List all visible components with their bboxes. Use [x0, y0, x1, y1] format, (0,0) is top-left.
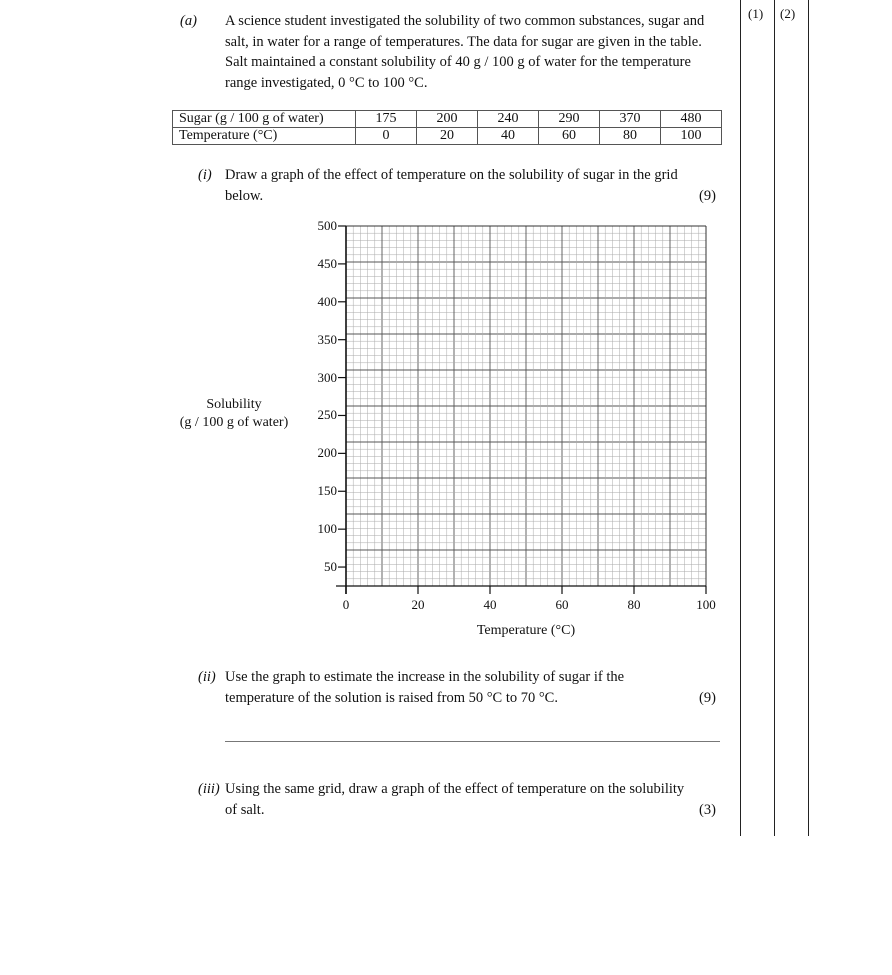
- part-iii-label: (iii): [198, 781, 220, 797]
- table-cell: 370: [600, 111, 661, 128]
- table-cell: 80: [600, 128, 661, 145]
- x-tick-label: 60: [555, 597, 569, 612]
- x-tick-label: 80: [627, 597, 641, 612]
- table-cell: 290: [539, 111, 600, 128]
- table-cell: 40: [478, 128, 539, 145]
- y-axis-label-line2: (g / 100 g of water): [179, 415, 289, 430]
- y-tick-label: 450: [317, 255, 337, 271]
- table-row-header: Sugar (g / 100 g of water): [173, 111, 356, 128]
- part-iii-marks: (3): [699, 802, 716, 818]
- x-axis-label: Temperature (°C): [476, 623, 576, 638]
- margin-column-2-label: (2): [780, 6, 796, 21]
- y-tick-label: 100: [317, 521, 337, 537]
- answer-line[interactable]: [225, 741, 720, 742]
- table-row-header: Temperature (°C): [173, 128, 356, 145]
- part-i-marks: (9): [699, 188, 716, 204]
- part-iii-text: Using the same grid, draw a graph of the effect of temperature on the solubility of salt.: [225, 781, 685, 818]
- y-tick-label: 300: [317, 369, 337, 385]
- part-ii-text: Use the graph to estimate the increase in the solubility of sugar if the temperature of the solution is raised from 50 °C to 70 °C.: [225, 669, 625, 706]
- y-tick-label: 400: [317, 293, 337, 309]
- part-i-label: (i): [198, 167, 212, 183]
- part-a-label: (a): [180, 13, 197, 29]
- y-tick-label: 50: [324, 559, 337, 575]
- x-tick-label: 20: [411, 597, 425, 612]
- x-tick-label: 0: [342, 597, 350, 612]
- part-ii-marks: (9): [699, 690, 716, 706]
- x-tick-label: 100: [696, 597, 716, 612]
- table-cell: 200: [417, 111, 478, 128]
- table-cell: 480: [661, 111, 722, 128]
- y-axis-label-line1: Solubility: [206, 397, 262, 412]
- part-a-text: A science student investigated the solubility of two common substances, sugar and salt, in water for a range of temperatures. The data for sugar are given in the table. Salt maintained a constant solubility of 40 g / 100 g of water for the temperature range investigated, 0 °C to 100 °C.: [225, 13, 705, 91]
- x-tick-label: 40: [483, 597, 497, 612]
- y-tick-label: 150: [317, 483, 337, 499]
- y-tick-label: 200: [317, 445, 337, 461]
- table-cell: 100: [661, 128, 722, 145]
- y-tick-label: 350: [317, 331, 337, 347]
- y-tick-label: 500: [317, 218, 337, 233]
- y-tick-label: 250: [317, 407, 337, 423]
- table-cell: 20: [417, 128, 478, 145]
- table-cell: 60: [539, 128, 600, 145]
- part-i-text: Draw a graph of the effect of temperature on the solubility of sugar in the grid below.: [225, 167, 678, 204]
- margin-column-1-label: (1): [748, 6, 764, 21]
- table-cell: 0: [356, 128, 417, 145]
- table-cell: 240: [478, 111, 539, 128]
- part-ii-label: (ii): [198, 669, 216, 685]
- table-cell: 175: [356, 111, 417, 128]
